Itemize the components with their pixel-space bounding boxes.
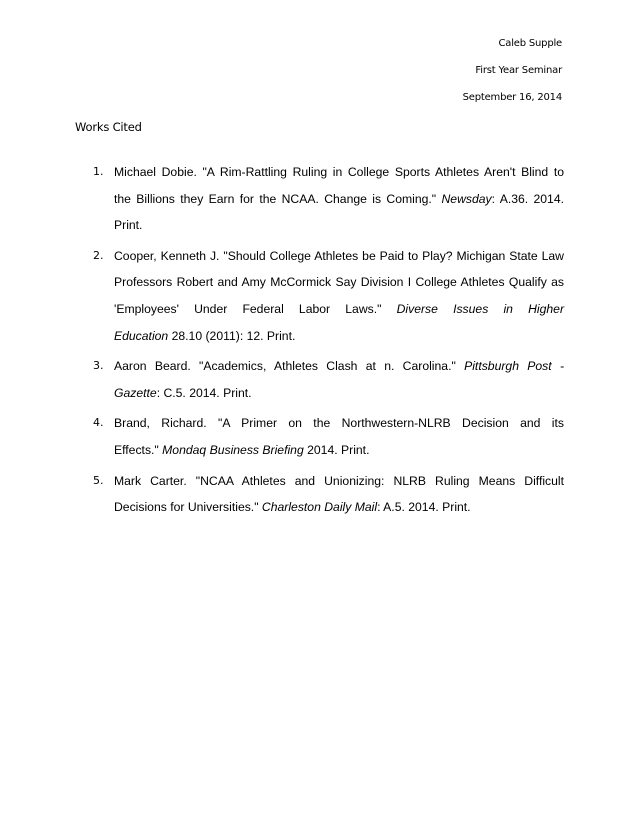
- citation-number: 2.: [93, 248, 104, 262]
- source-title: Education: [114, 328, 169, 343]
- citation-line: Cooper, Kenneth J. "Should College Athletes be Paid to Play? Michigan State Law: [114, 248, 564, 263]
- source-title: Newsday: [441, 191, 492, 206]
- citation-number: 5.: [93, 473, 104, 487]
- source-title: Mondaq Business Briefing: [162, 442, 304, 457]
- citation-2: [0, 243, 638, 349]
- citation-3: [0, 353, 638, 406]
- citation-line: 'Employees' Under Federal Labor Laws." Diverse Issues in Higher: [114, 301, 565, 316]
- source-title: Diverse Issues in Higher: [396, 301, 565, 316]
- source-title: Pittsburgh Post -: [464, 359, 565, 374]
- course-name: First Year Seminar: [475, 65, 562, 76]
- citation-line: Mark Carter. "NCAA Athletes and Unionizing: NLRB Ruling Means Difficult: [114, 473, 564, 488]
- citation-list: [0, 159, 638, 521]
- citation-line: Effects." Mondaq Business Briefing 2014. Print.: [114, 442, 370, 457]
- citation-line: Gazette: C.5. 2014. Print.: [114, 385, 252, 400]
- citation-line: Print.: [114, 218, 143, 233]
- citation-number: 1.: [93, 165, 104, 178]
- citation-1: [0, 159, 638, 239]
- citation-line: Brand, Richard. "A Primer on the Northwestern-NLRB Decision and its: [114, 416, 564, 431]
- source-title: Charleston Daily Mail: [261, 500, 378, 515]
- citation-line: Decisions for Universities." Charleston Daily Mail: A.5. 2014. Print.: [114, 500, 471, 515]
- citation-number: 3.: [93, 359, 104, 373]
- citation-line: Professors Robert and Amy McCormick Say Division I College Athletes Qualify as: [114, 275, 564, 290]
- document-date: September 16, 2014: [462, 92, 562, 103]
- works-cited-title: Works Cited: [75, 120, 142, 134]
- citation-line: Aaron Beard. "Academics, Athletes Clash at n. Carolina." Pittsburgh Post -: [114, 359, 565, 374]
- citation-line: Michael Dobie. "A Rim-Rattling Ruling in College Sports Athletes Aren't Blind to: [114, 165, 564, 179]
- header-block: [463, 37, 562, 118]
- citation-line: the Billions they Earn for the NCAA. Change is Coming." Newsday: A.36. 2014.: [114, 191, 565, 206]
- source-title: Gazette: [114, 385, 157, 400]
- author-name: Caleb Supple: [498, 38, 562, 49]
- citation-4: [0, 410, 638, 463]
- citation-5: [0, 468, 638, 521]
- citation-number: 4.: [93, 416, 104, 430]
- citation-line: Education 28.10 (2011): 12. Print.: [114, 328, 296, 343]
